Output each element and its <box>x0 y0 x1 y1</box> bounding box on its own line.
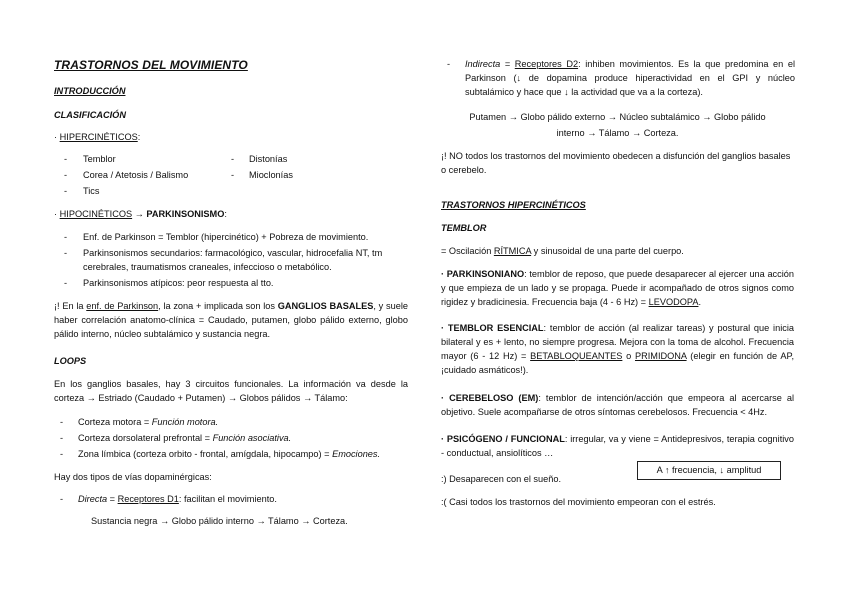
text-run: = Oscilación <box>441 246 494 256</box>
list-item: Enf. de Parkinson = Temblor (hipercinético) + Pobreza de movimiento. <box>83 232 369 242</box>
text-run: , y suele haber correlación anatomo-clínica = Caudado, putamen, globo pálido externo, globo pálido interno, núcleo subtalámico y sustancia negra. <box>54 301 408 339</box>
warning-note: ¡! NO todos los trastornos del movimiento obedecen a disfunción del ganglios basales o cerebelo. <box>441 151 791 175</box>
psychogenic-term: · PSICÓGENO / FUNCIONAL <box>441 434 565 444</box>
dash-icon: - <box>447 59 451 69</box>
list-item: Tics <box>83 186 100 196</box>
text-run: = <box>107 494 118 504</box>
arrow-right-icon: → <box>132 209 147 219</box>
colon: : <box>137 132 141 142</box>
hyperkinetic-label <box>54 130 408 144</box>
hyperkinetic-section-heading: TRASTORNOS HIPERCINÉTICOS <box>441 200 586 210</box>
indirect-label: Indirecta <box>465 59 501 69</box>
levodopa-link: LEVODOPA <box>648 297 699 307</box>
dash-icon: - <box>60 417 64 427</box>
text-run: ¡! En la <box>54 301 87 311</box>
circuit-function: Función motora. <box>151 417 219 427</box>
text-run: : irregular, va y viene = Antidepresivos, terapia cognitivo - conductual, ansiolíticos … <box>441 434 794 458</box>
circuit-text: Corteza dorsolateral prefrontal = <box>78 433 213 443</box>
classification-heading: CLASIFICACIÓN <box>54 110 126 120</box>
text-run: . <box>698 297 702 307</box>
essential-term: · TEMBLOR ESENCIAL <box>441 323 544 333</box>
tremor-definition <box>441 244 794 258</box>
direct-label: Directa <box>78 494 108 504</box>
direct-pathway-route: Sustancia negra → Globo pálido interno → Tálamo → Corteza. <box>91 516 348 526</box>
dash-icon: - <box>64 278 68 288</box>
text-run: : facilitan el movimiento. <box>178 494 277 504</box>
section-intro-heading: INTRODUCCIÓN <box>54 86 126 96</box>
text-run: o <box>622 351 635 361</box>
dash-icon: - <box>231 154 235 164</box>
text-run: (elegir en función de AP, ¡cuidado asmáticos!). <box>441 351 794 375</box>
text-run: : inhiben movimientos. Es la que predomina en el Parkinson (↓ de dopamina produce hiperactividad en el GPI y núcleo subtalámico y hace que ↓ la actividad que va a la corteza). <box>465 59 795 97</box>
text-run: : temblor de acción (al realizar tareas) y postural que inicia bilateral y es + lento, no siempre progresa. Mejora con la toma de alcohol. Frecuencia mayor (6 - 12 Hz) = <box>441 323 794 361</box>
bullet-dot: · <box>54 132 60 142</box>
text-run: : temblor de intención/acción que empeora al acercarse al objetivo. Suele acompañarse de otros síntomas cerebelosos. Frecuencia < 4Hz. <box>441 393 794 417</box>
dash-icon: - <box>60 449 64 459</box>
text-run: : temblor de reposo, que puede desaparecer al ejercer una acción y que empieza de un lado y se propaga. Puede ir acompañado de otros signos como rigidez y bradicinesia. Frecuencia baja (4 - 6 Hz) = <box>441 269 794 307</box>
cerebellar-term: · CEREBELOSO (EM) <box>441 393 539 403</box>
direct-pathway-item <box>78 492 277 506</box>
loops-heading: LOOPS <box>54 356 87 366</box>
basal-ganglia-term: GANGLIOS BASALES <box>277 301 374 311</box>
text-run: y sinusoidal de una parte del cuerpo. <box>531 246 684 256</box>
d1-receptors-link: Receptores D1 <box>117 494 179 504</box>
colon: : <box>224 209 227 219</box>
circuit-item <box>78 431 291 445</box>
primidone-link: PRIMIDONA <box>634 351 687 361</box>
circuit-item <box>78 415 218 429</box>
list-item: Distonías <box>249 154 288 164</box>
text-run: , la zona + implicada son los <box>158 301 278 311</box>
parkinsonian-term: · PARKINSONIANO <box>441 269 525 279</box>
sleep-note: :) Desaparecen con el sueño. <box>441 474 562 484</box>
circuit-text: Corteza motora = <box>78 417 152 427</box>
parkinsonian-tremor <box>441 267 794 309</box>
dash-icon: - <box>64 186 68 196</box>
circuit-item <box>78 447 380 461</box>
dash-icon: - <box>64 248 68 258</box>
text-run: = <box>500 59 515 69</box>
dash-icon: - <box>64 232 68 242</box>
list-item: Parkinsonismos atípicos: peor respuesta al tto. <box>83 278 274 288</box>
circuit-text: Zona límbica (corteza orbito - frontal, amígdala, hipocampo) = <box>78 449 333 459</box>
basal-ganglia-paragraph <box>54 299 408 341</box>
indirect-pathway-route: Putamen → Globo pálido externo → Núcleo subtalámico → Globo pálido <box>469 112 766 122</box>
tremor-heading: TEMBLOR <box>441 223 487 233</box>
loops-paragraph: En los ganglios basales, hay 3 circuitos funcionales. La información va desde la corteza → Estriado (Caudado + Putamen) → Globos pálidos → Tálamo: <box>54 379 408 403</box>
parkinsonism-term: PARKINSONISMO <box>146 209 225 219</box>
dash-icon: - <box>60 494 64 504</box>
frequency-amplitude-box: A ↑ frecuencia, ↓ amplitud <box>637 461 781 480</box>
hypokinetic-label <box>54 207 408 221</box>
bullet-dot: · <box>54 209 60 219</box>
d2-receptors-link: Receptores D2 <box>514 59 579 69</box>
dash-icon: - <box>60 433 64 443</box>
rhythmic-link: RÍTMICA <box>493 246 532 256</box>
essential-tremor <box>441 321 794 377</box>
list-item: Mioclonías <box>249 170 293 180</box>
dash-icon: - <box>231 170 235 180</box>
list-item: Parkinsonismos secundarios: farmacológico, vascular, hidrocefalia NT, tm cerebrales, traumatismos craneales, infeccioso o metabólico. <box>83 248 383 272</box>
dash-icon: - <box>64 154 68 164</box>
psychogenic-tremor <box>441 432 794 460</box>
cerebellar-tremor <box>441 391 794 419</box>
dash-icon: - <box>64 170 68 180</box>
page-title: TRASTORNOS DEL MOVIMIENTO <box>54 58 248 72</box>
parkinson-link: enf. de Parkinson <box>86 301 159 311</box>
dopamine-pathways-text: Hay dos tipos de vías dopaminérgicas: <box>54 472 212 482</box>
circuit-function: Emociones. <box>332 449 381 459</box>
list-item: Temblor <box>83 154 116 164</box>
hyperkinetic-link: HIPERCINÉTICOS <box>59 132 138 142</box>
list-item: Corea / Atetosis / Balismo <box>83 170 189 180</box>
indirect-pathway-route: interno → Tálamo → Corteza. <box>556 128 679 138</box>
hypokinetic-link: HIPOCINÉTICOS <box>59 209 133 219</box>
betablockers-link: BETABLOQUEANTES <box>530 351 623 361</box>
circuit-function: Función asociativa. <box>212 433 292 443</box>
stress-note: :( Casi todos los trastornos del movimiento empeoran con el estrés. <box>441 497 716 507</box>
indirect-pathway-item <box>465 57 795 99</box>
